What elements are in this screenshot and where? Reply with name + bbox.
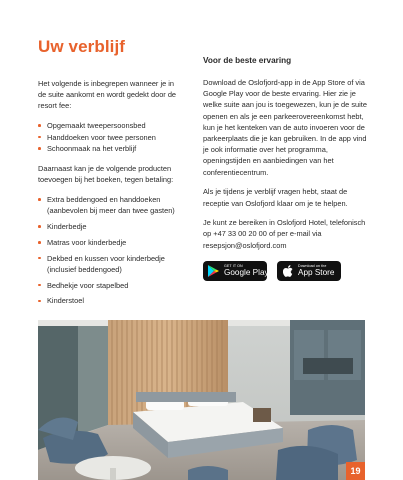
google-play-icon [207,265,220,278]
page-title: Uw verblijf [38,37,126,56]
reception-paragraph: Als je tijdens je verblijf vragen hebt, staat de receptie van Oslofjord klaar om je te helpen. [203,187,348,208]
app-store-badge[interactable] [277,261,341,281]
left-column [38,78,183,316]
badge-store-name: Google Play [224,268,269,278]
apple-icon [281,265,294,278]
included-intro: Het volgende is inbegrepen wanneer je in de suite aankomt en wordt gedekt door de resort fee: [38,79,177,111]
store-badges [203,261,341,281]
badge-caption: Download on the [298,263,327,268]
app-paragraph: Download de Oslofjord-app in de App Store of via Google Play voor de beste ervaring. Hier zie je welke suite aan jou is toegewezen, kun je de suite openen en als je een parkeerovereenkomst hebt, kun je het kenteken van de auto invoeren voor de parkeerplaats die je kan gebruiken. In de app vind je ook informatie over het programma, openingstijden en aanbiedingen van het conferentiecentrum. [203,78,367,177]
list-item: Bedhekje voor stapelbed [38,280,183,291]
list-item: Kinderbedje [38,221,183,232]
included-list [38,120,183,154]
badge-store-name: App Store [298,268,335,278]
contact-paragraph: Je kunt ze bereiken in Oslofjord Hotel, telefonisch op +47 33 00 20 00 of per e-mail via resepsjon@oslofjord.com [203,218,366,250]
google-play-badge[interactable] [203,261,267,281]
page-number: 19 [346,462,365,480]
hotel-room-photo [38,320,365,480]
list-item: Opgemaakt tweepersoonsbed [38,120,183,131]
right-column [203,56,373,259]
extras-intro: Daarnaast kan je de volgende producten toevoegen bij het boeken, tegen betaling: [38,164,174,185]
badge-caption: GET IT ON [224,263,243,268]
list-item: Matras voor kinderbedje [38,237,183,248]
list-item: Extra beddengoed en handdoeken (aanbevolen bij meer dan twee gasten) [38,194,183,216]
list-item: Handdoeken voor twee personen [38,132,183,143]
list-item: Kinderstoel [38,295,183,306]
extras-list [38,194,183,307]
list-item: Dekbed en kussen voor kinderbedje (inclusief beddengoed) [38,253,183,275]
list-item: Schoonmaak na het verblijf [38,143,183,154]
section-heading: Voor de beste ervaring [203,56,292,65]
